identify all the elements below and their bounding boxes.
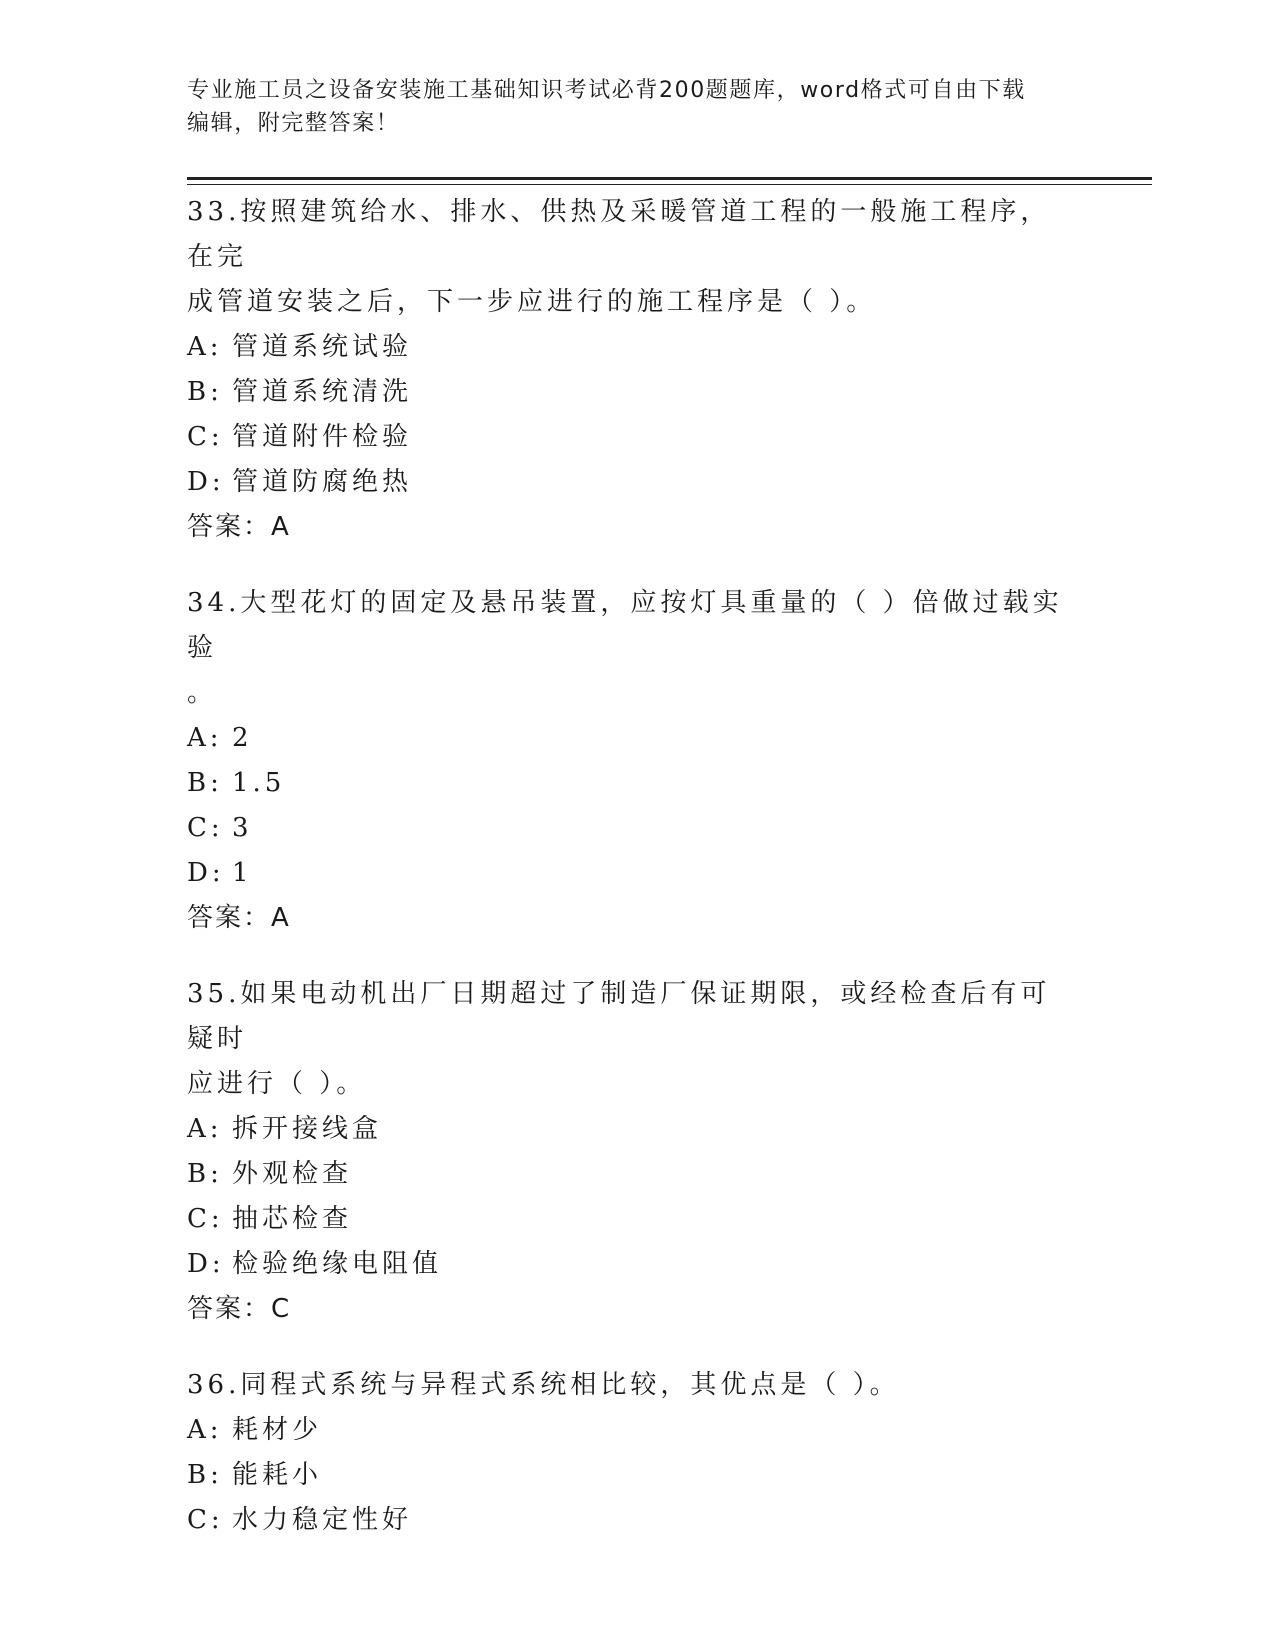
option-c xyxy=(187,1197,1087,1242)
option-letter: C: xyxy=(187,422,224,452)
option-text: 管道附件检验 xyxy=(232,422,413,452)
option-c xyxy=(187,806,1087,851)
question-stem-line-1: 35.如果电动机出厂日期超过了制造厂保证期限，或经检查后有可疑时 xyxy=(187,979,1051,1054)
question-stem-line-2: 成管道安装之后，下一步应进行的施工程序是（ ）。 xyxy=(187,287,877,317)
question-stem xyxy=(187,972,1077,1107)
option-letter: C: xyxy=(187,1505,224,1535)
document-header xyxy=(187,74,1067,140)
option-letter: C: xyxy=(187,1204,224,1234)
question-36 xyxy=(187,1363,1087,1543)
header-title-line-1: 专业施工员之设备安装施工基础知识考试必背200题题库，word格式可自由下载 xyxy=(187,78,1026,103)
question-stem-line-1: 34.大型花灯的固定及悬吊装置，应按灯具重量的（ ）倍做过载实验 xyxy=(187,588,1063,663)
question-stem-line-1: 33.按照建筑给水、排水、供热及采暖管道工程的一般施工程序，在完 xyxy=(187,197,1051,272)
option-c xyxy=(187,1498,1087,1543)
question-stem-line-1: 36.同程式系统与异程式系统相比较，其优点是（ ）。 xyxy=(187,1370,900,1400)
option-text: 管道防腐绝热 xyxy=(232,467,413,497)
option-a xyxy=(187,716,1087,761)
option-text: 2 xyxy=(232,723,253,753)
header-divider-thin xyxy=(187,184,1152,185)
header-title-line-2: 编辑，附完整答案！ xyxy=(187,111,400,136)
answer-line: 答案：A xyxy=(187,903,291,933)
option-text: 1 xyxy=(232,858,253,888)
option-text: 能耗小 xyxy=(232,1460,323,1490)
option-a xyxy=(187,325,1087,370)
question-stem xyxy=(187,581,1077,716)
question-35 xyxy=(187,972,1087,1332)
option-letter: D: xyxy=(187,858,225,888)
option-text: 管道系统清洗 xyxy=(232,377,413,407)
option-b xyxy=(187,370,1087,415)
option-b xyxy=(187,1152,1087,1197)
option-b xyxy=(187,1453,1087,1498)
option-b xyxy=(187,761,1087,806)
question-34 xyxy=(187,581,1087,941)
option-c xyxy=(187,415,1087,460)
option-letter: A: xyxy=(187,1114,223,1144)
option-text: 检验绝缘电阻值 xyxy=(232,1249,443,1279)
question-list xyxy=(187,190,1087,1574)
option-d xyxy=(187,1242,1087,1287)
answer-line: 答案：A xyxy=(187,512,291,542)
header-divider-thick xyxy=(187,177,1152,180)
question-stem-line-2: 。 xyxy=(187,678,218,708)
question-stem xyxy=(187,190,1077,325)
option-text: 耗材少 xyxy=(232,1415,323,1445)
option-letter: B: xyxy=(187,1159,223,1189)
option-letter: B: xyxy=(187,377,223,407)
option-letter: A: xyxy=(187,332,223,362)
answer-line: 答案：C xyxy=(187,1294,292,1324)
option-text: 3 xyxy=(232,813,253,843)
option-text: 拆开接线盒 xyxy=(232,1114,383,1144)
question-stem-line-2: 应进行（ ）。 xyxy=(187,1069,367,1099)
question-33 xyxy=(187,190,1087,550)
option-letter: A: xyxy=(187,1415,223,1445)
option-letter: B: xyxy=(187,1460,223,1490)
option-letter: D: xyxy=(187,467,225,497)
option-letter: B: xyxy=(187,768,223,798)
option-text: 水力稳定性好 xyxy=(232,1505,413,1535)
option-text: 管道系统试验 xyxy=(232,332,413,362)
option-letter: C: xyxy=(187,813,224,843)
option-text: 抽芯检查 xyxy=(232,1204,353,1234)
question-stem xyxy=(187,1363,1077,1408)
option-text: 1.5 xyxy=(232,768,286,798)
option-text: 外观检查 xyxy=(232,1159,353,1189)
option-a xyxy=(187,1408,1087,1453)
option-letter: A: xyxy=(187,723,223,753)
option-d xyxy=(187,460,1087,505)
option-letter: D: xyxy=(187,1249,225,1279)
option-a xyxy=(187,1107,1087,1152)
option-d xyxy=(187,851,1087,896)
